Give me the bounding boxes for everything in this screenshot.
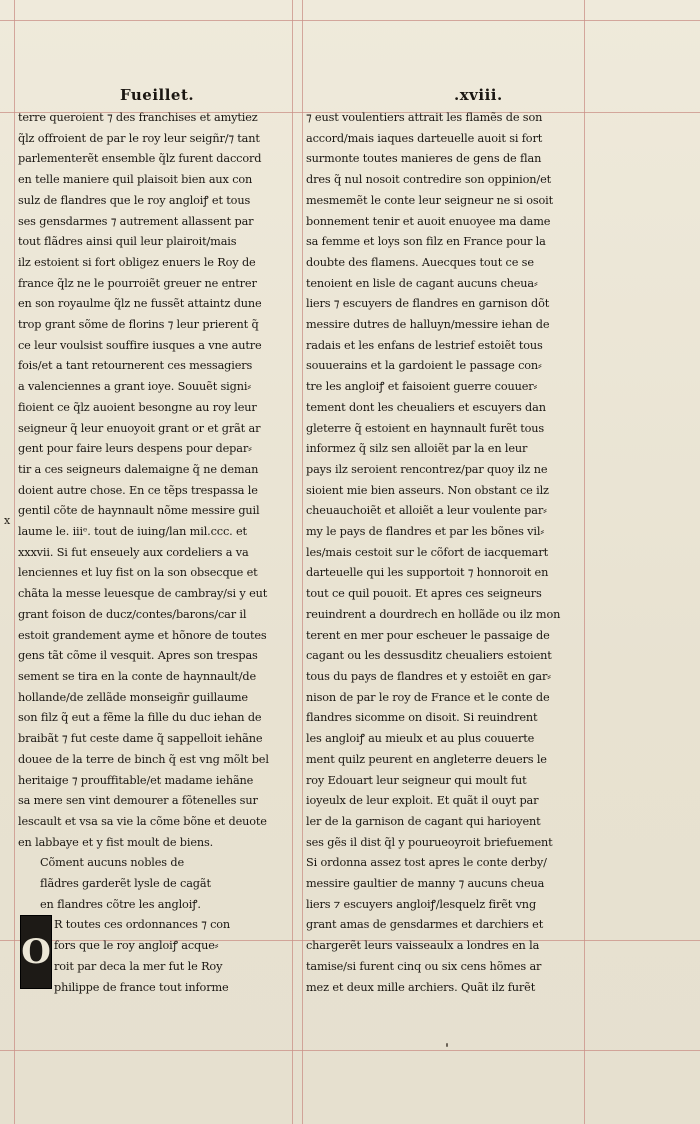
text-line: tous du pays de flandres et y estoiẽt en gar⸗ — [306, 669, 551, 683]
text-line: braibãt ⁊ fut ceste dame q̃ sappelloit iehãne — [18, 732, 263, 746]
paper-speck — [446, 1043, 448, 1047]
chapter-heading-line: flãdres garderẽt lysle de cagãt — [40, 877, 211, 891]
text-line: Si ordonna assez tost apres le conte derby/ — [306, 856, 547, 870]
text-line: gleterre q̃ estoient en haynnault furẽt tous — [306, 421, 545, 435]
text-line: seigneur q̃ leur enuoyoit grant or et grãt ar — [18, 421, 261, 435]
text-line: doient autre chose. En ce tẽps trespassa le — [18, 483, 258, 497]
text-line: son filz q̃ eut a fẽme la fille du duc iehan de — [18, 711, 262, 725]
text-line: gens tãt cõme il vesquit. Apres son trespas — [18, 649, 258, 663]
text-line: ler de la garnison de cagant qui harioyent — [306, 814, 541, 828]
text-line: messire gaultier de manny ⁊ aucuns cheua — [306, 877, 545, 891]
text-line: france q̃lz ne le pourroiẽt greuer ne entrer — [18, 276, 257, 290]
text-line: informez q̃ silz sen alloiẽt par la en leur — [306, 442, 528, 456]
text-line: tir a ces seigneurs dalemaigne q̃ ne deman — [18, 462, 259, 476]
text-line: messire dutres de halluyn/messire iehan de — [306, 318, 550, 332]
chapter-heading-line: Cõment aucuns nobles de — [40, 856, 184, 870]
text-line: sement se tira en la conte de haynnault/de — [18, 669, 256, 683]
text-line: terent en mer pour escheuer le passaige de — [306, 628, 550, 642]
text-line: gent pour faire leurs despens pour depar⸗ — [18, 442, 252, 456]
text-line: darteuelle qui les supportoit ⁊ honnoroit en — [306, 566, 549, 580]
text-line: en son royaulme q̃lz ne fussẽt attaintz dune — [18, 297, 262, 311]
text-line: mez et deux mille archiers. Quãt ilz furẽt — [306, 980, 536, 994]
text-line: souuerains et la gardoient le passage con⸗ — [306, 359, 542, 373]
text-line: R toutes ces ordonnances ⁊ con — [54, 918, 231, 932]
text-line: surmonte toutes manieres de gens de flan — [306, 152, 542, 166]
text-line: les angloiꝭ au mieulx et au plus couuerte — [306, 732, 535, 746]
text-line: sulz de flandres que le roy angloiꝭ et tous — [18, 193, 251, 207]
text-line: tre les angloiꝭ et faisoient guerre couuer⸗ — [306, 380, 538, 394]
text-line: tement dont les cheualiers et escuyers dan — [306, 400, 546, 414]
ruling-line-horizontal — [0, 1050, 700, 1051]
text-line: lenciennes et luy fist on la son obsecque et — [18, 566, 258, 580]
text-line: ment quilz peurent en angleterre deuers le — [306, 752, 547, 766]
text-line: reuindrent a dourdrech en hollãde ou ilz mon — [306, 607, 561, 621]
text-line: sa mere sen vint demourer a fõtenelles sur — [18, 794, 258, 808]
text-line: tenoient en lisle de cagant aucuns cheua⸗ — [306, 276, 538, 290]
text-line: liers ⁊ escuyers de flandres en garnison dõt — [306, 297, 550, 311]
text-line: tout ce quil pouoit. Et apres ces seigneurs — [306, 587, 542, 601]
text-line: gentil cõte de haynnault nõme messire guil — [18, 504, 260, 518]
text-line: cagant ou les dessusditz cheualiers estoient — [306, 649, 552, 663]
text-line: dres q̃ nul nosoit contredire son oppinion/et — [306, 173, 551, 187]
ruling-line-vertical — [302, 0, 303, 1124]
text-line: tout flãdres ainsi quil leur plairoit/mais — [18, 235, 237, 249]
text-line: sioient mie bien asseurs. Non obstant ce ilz — [306, 483, 549, 497]
text-line: fors que le roy angloiꝭ acque⸗ — [54, 939, 219, 953]
text-line: hollande/de zellãde monseigñr guillaume — [18, 690, 248, 704]
text-line: heritaige ⁊ prouffitable/et madame iehãne — [18, 773, 254, 787]
decorated-initial-letter: O — [21, 931, 51, 972]
text-line: roit par deca la mer fut le Roy — [54, 959, 223, 973]
text-line: pays ilz seroient rencontrez/par quoy ilz ne — [306, 462, 548, 476]
running-head-folio: Fueillet. — [120, 86, 195, 104]
decorated-initial — [20, 915, 52, 989]
text-line: les/mais cestoit sur le cõfort de iacquemart — [306, 545, 549, 559]
text-line: philippe de france tout informe — [54, 980, 229, 994]
text-line: accord/mais iaques darteuelle auoit si fort — [306, 131, 543, 145]
text-line: estoit grandement ayme et hõnore de toutes — [18, 628, 267, 642]
text-line: tamise/si furent cinq ou six cens hõmes ar — [306, 959, 542, 973]
text-line: grant foison de ducz/contes/barons/car il — [18, 607, 247, 621]
text-line: q̃lz offroient de par le roy leur seigñr/⁊ tant — [18, 131, 260, 145]
text-line: xxxvii. Si fut enseuely aux cordeliers a va — [18, 545, 249, 559]
text-line: mesmemẽt le conte leur seigneur ne si osoit — [306, 193, 554, 207]
text-line: en labbaye et y fist moult de biens. — [18, 835, 214, 849]
text-line: ses gẽs il dist q̃l y pourueoyroit briefuement — [306, 835, 553, 849]
text-line: en telle maniere quil plaisoit bien aux con — [18, 173, 253, 187]
text-line: bonnement tenir et auoit enuoyee ma dame — [306, 214, 551, 228]
text-line: trop grant sõme de florins ⁊ leur prierent q̃ — [18, 318, 259, 332]
text-line: cheuauchoiẽt et alloiẽt a leur voulente par⸗ — [306, 504, 547, 518]
text-line: doubte des flamens. Auecques tout ce se — [306, 255, 534, 269]
text-line: ilz estoient si fort obligez enuers le Roy de — [18, 255, 256, 269]
left-text-column — [18, 108, 293, 998]
text-line: lescault et vsa sa vie la cõme bõne et deuote — [18, 814, 267, 828]
ruling-line-vertical — [14, 0, 15, 1124]
text-line: fioient ce q̃lz auoient besongne au roy leur — [18, 400, 257, 414]
text-line: parlementerẽt ensemble q̃lz furent daccord — [18, 152, 262, 166]
text-line: flandres sicomme on disoit. Si reuindrent — [306, 711, 538, 725]
text-line: roy Edouart leur seigneur qui moult fut — [306, 773, 527, 787]
text-line: ce leur voulsist souffire iusques a vne autre — [18, 338, 262, 352]
running-head-number: .xviii. — [454, 86, 503, 104]
text-line: douee de la terre de binch q̃ est vng mõlt bel — [18, 752, 269, 766]
text-line: my le pays de flandres et par les bõnes vil⸗ — [306, 525, 544, 539]
text-line: nison de par le roy de France et le conte de — [306, 690, 550, 704]
text-line: chargerẽt leurs vaisseaulx a londres en la — [306, 939, 540, 953]
text-line: ioyeulx de leur exploit. Et quãt il ouyt par — [306, 794, 539, 808]
ruling-line-vertical — [584, 0, 585, 1124]
text-line: liers ⁊ escuyers angloiꝭ/lesquelz firẽt vng — [306, 897, 537, 911]
ruling-line-horizontal — [0, 20, 700, 21]
text-line: ses gensdarmes ⁊ autrement allassent par — [18, 214, 254, 228]
chapter-heading-line: en flandres cõtre les angloiꝭ. — [40, 897, 201, 911]
text-line: ⁊ eust voulentiers attrait les flamẽs de son — [306, 111, 543, 124]
text-line: laume le. iiiᵉ. tout de iuing/lan mil.ccc. et — [18, 525, 247, 539]
margin-mark: x — [4, 514, 11, 527]
text-line: terre queroient ⁊ des franchises et amytiez — [18, 111, 258, 124]
text-line: grant amas de gensdarmes et darchiers et — [306, 918, 544, 932]
text-line: fois/et a tant retournerent ces messagiers — [18, 359, 253, 373]
text-line: chãta la messe leuesque de cambray/si y eut — [18, 587, 268, 601]
right-text-column — [306, 108, 581, 998]
text-line: sa femme et loys son filz en France pour la — [306, 235, 546, 249]
text-line: a valenciennes a grant ioye. Souuẽt signi⸗ — [18, 380, 251, 394]
text-line: radais et les enfans de lestrief estoiẽt tous — [306, 338, 543, 352]
